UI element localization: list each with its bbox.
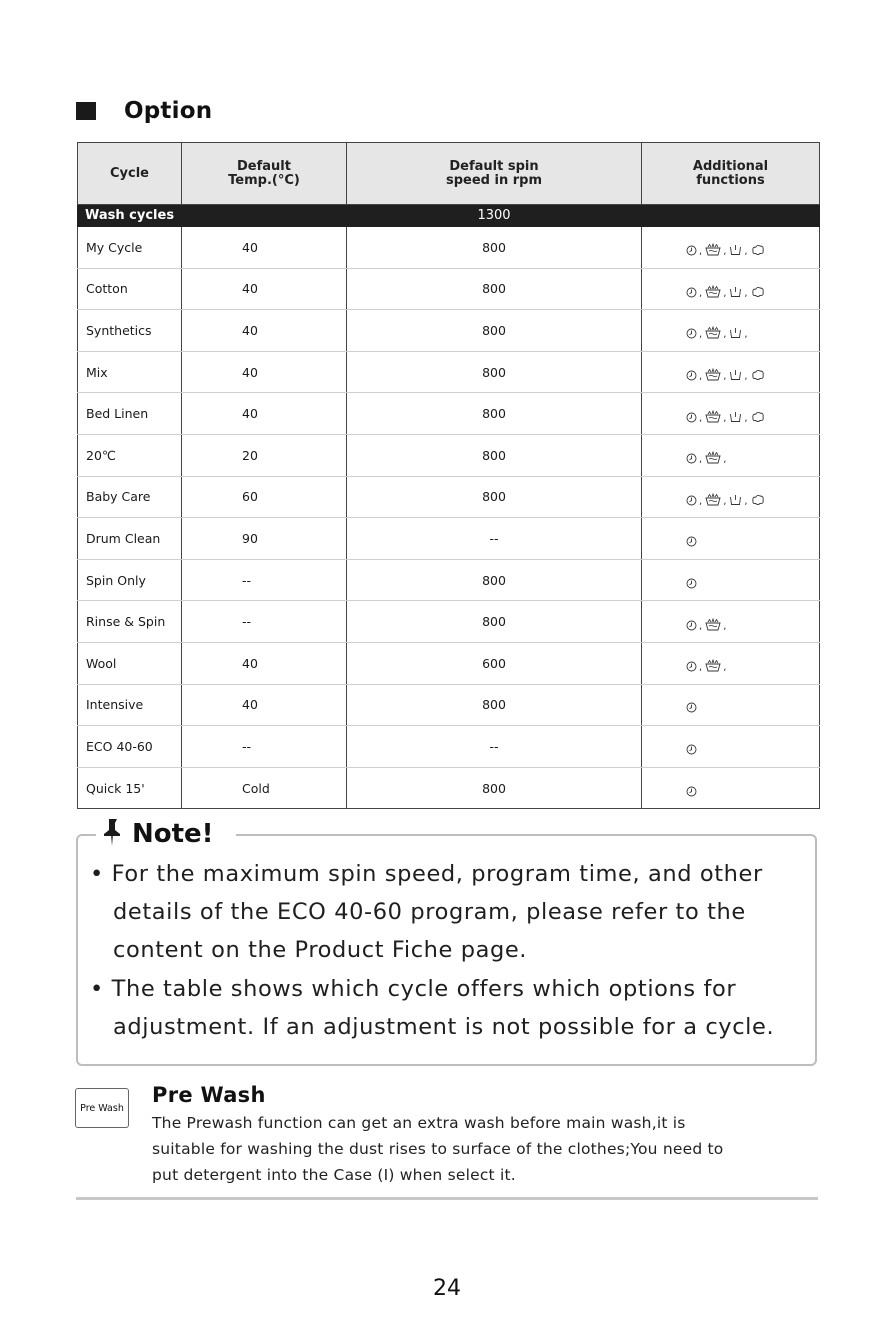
default-spin: 800 bbox=[347, 310, 642, 352]
separator: , bbox=[699, 454, 703, 466]
pre-wash-title: Pre Wash bbox=[152, 1083, 266, 1107]
additional-functions bbox=[642, 476, 820, 518]
cycle-name: My Cycle bbox=[78, 227, 182, 269]
timer-icon bbox=[686, 620, 697, 631]
stain-icon bbox=[705, 493, 721, 506]
separator: , bbox=[699, 371, 703, 383]
rinse-icon bbox=[729, 494, 742, 506]
separator: , bbox=[744, 329, 748, 341]
note-line-4: • The table shows which cycle offers which options for bbox=[90, 976, 737, 1002]
separator: , bbox=[723, 371, 727, 383]
default-temp: 40 bbox=[182, 227, 347, 269]
additional-functions bbox=[642, 726, 820, 768]
pushpin-icon bbox=[100, 817, 124, 851]
cycle-name: Mix bbox=[78, 351, 182, 393]
separator: , bbox=[744, 495, 748, 507]
spin-icon bbox=[751, 411, 765, 423]
cycle-name: Spin Only bbox=[78, 559, 182, 601]
note-line-1: • For the maximum spin speed, program time, and other bbox=[90, 861, 763, 887]
default-spin: 800 bbox=[347, 393, 642, 435]
cycle-name: ECO 40-60 bbox=[78, 726, 182, 768]
table-row bbox=[78, 310, 820, 352]
spin-icon bbox=[751, 369, 765, 381]
default-temp: 20 bbox=[182, 434, 347, 476]
separator: , bbox=[723, 495, 727, 507]
header-spin: Default spin speed in rpm bbox=[347, 143, 642, 205]
default-temp: 40 bbox=[182, 351, 347, 393]
note-line-3: content on the Product Fiche page. bbox=[113, 937, 528, 963]
additional-functions bbox=[642, 351, 820, 393]
default-temp: 40 bbox=[182, 684, 347, 726]
additional-functions bbox=[642, 518, 820, 560]
separator: , bbox=[699, 287, 703, 299]
table-row bbox=[78, 434, 820, 476]
group-label: Wash cycles bbox=[78, 205, 182, 227]
cycle-name: Quick 15' bbox=[78, 767, 182, 809]
stain-icon bbox=[705, 285, 721, 298]
stain-icon bbox=[705, 451, 721, 464]
timer-icon bbox=[686, 495, 697, 506]
spin-icon bbox=[751, 494, 765, 506]
pre-wash-text-1: The Prewash function can get an extra wash before main wash,it is bbox=[152, 1114, 686, 1132]
cycle-name: Cotton bbox=[78, 268, 182, 310]
separator: , bbox=[744, 287, 748, 299]
table-row bbox=[78, 601, 820, 643]
cycle-name: Wool bbox=[78, 642, 182, 684]
default-spin: 600 bbox=[347, 642, 642, 684]
additional-functions bbox=[642, 310, 820, 352]
table-row bbox=[78, 726, 820, 768]
table-header-row bbox=[78, 143, 820, 205]
cycle-name: Bed Linen bbox=[78, 393, 182, 435]
stain-icon bbox=[705, 410, 721, 423]
table-row bbox=[78, 351, 820, 393]
cycle-name: Rinse & Spin bbox=[78, 601, 182, 643]
default-spin: 800 bbox=[347, 227, 642, 269]
separator: , bbox=[699, 495, 703, 507]
cycle-name: Drum Clean bbox=[78, 518, 182, 560]
separator: , bbox=[723, 246, 727, 258]
additional-functions bbox=[642, 767, 820, 809]
separator: , bbox=[699, 412, 703, 424]
stain-icon bbox=[705, 618, 721, 631]
header-functions: Additional functions bbox=[642, 143, 820, 205]
spin-icon bbox=[751, 286, 765, 298]
default-temp: 60 bbox=[182, 476, 347, 518]
default-temp: 40 bbox=[182, 642, 347, 684]
default-spin: 800 bbox=[347, 268, 642, 310]
table-row bbox=[78, 559, 820, 601]
timer-icon bbox=[686, 702, 697, 713]
separator: , bbox=[744, 412, 748, 424]
separator: , bbox=[699, 620, 703, 632]
additional-functions bbox=[642, 268, 820, 310]
timer-icon bbox=[686, 744, 697, 755]
timer-icon bbox=[686, 287, 697, 298]
default-temp: -- bbox=[182, 559, 347, 601]
additional-functions bbox=[642, 434, 820, 476]
table-row bbox=[78, 476, 820, 518]
table-row bbox=[78, 518, 820, 560]
timer-icon bbox=[686, 661, 697, 672]
section-title: Option bbox=[124, 98, 213, 124]
group-spin: 1300 bbox=[347, 205, 642, 227]
additional-functions bbox=[642, 684, 820, 726]
separator: , bbox=[723, 454, 727, 466]
default-temp: 40 bbox=[182, 268, 347, 310]
default-spin: 800 bbox=[347, 767, 642, 809]
options-table bbox=[77, 142, 820, 809]
additional-functions bbox=[642, 601, 820, 643]
header-temp: Default Temp.(°C) bbox=[182, 143, 347, 205]
timer-icon bbox=[686, 536, 697, 547]
default-spin: 800 bbox=[347, 351, 642, 393]
separator: , bbox=[699, 662, 703, 674]
timer-icon bbox=[686, 328, 697, 339]
stain-icon bbox=[705, 326, 721, 339]
default-temp: 90 bbox=[182, 518, 347, 560]
default-temp: 40 bbox=[182, 393, 347, 435]
default-temp: 40 bbox=[182, 310, 347, 352]
pre-wash-button[interactable]: Pre Wash bbox=[75, 1088, 129, 1128]
default-spin: 800 bbox=[347, 559, 642, 601]
separator: , bbox=[723, 662, 727, 674]
default-spin: 800 bbox=[347, 684, 642, 726]
cycle-name: Intensive bbox=[78, 684, 182, 726]
default-temp: -- bbox=[182, 601, 347, 643]
rinse-icon bbox=[729, 369, 742, 381]
default-spin: 800 bbox=[347, 434, 642, 476]
group-row-wash-cycles bbox=[78, 205, 820, 227]
timer-icon bbox=[686, 578, 697, 589]
separator: , bbox=[723, 329, 727, 341]
stain-icon bbox=[705, 243, 721, 256]
default-spin: -- bbox=[347, 726, 642, 768]
cycle-name: 20℃ bbox=[78, 434, 182, 476]
note-line-2: details of the ECO 40-60 program, please refer to the bbox=[113, 899, 746, 925]
additional-functions bbox=[642, 642, 820, 684]
separator: , bbox=[723, 620, 727, 632]
default-temp: Cold bbox=[182, 767, 347, 809]
separator: , bbox=[699, 246, 703, 258]
heading-square-icon bbox=[76, 102, 96, 120]
header-cycle: Cycle bbox=[78, 143, 182, 205]
timer-icon bbox=[686, 245, 697, 256]
additional-functions bbox=[642, 227, 820, 269]
table-row bbox=[78, 393, 820, 435]
note-line-5: adjustment. If an adjustment is not possible for a cycle. bbox=[113, 1014, 775, 1040]
default-spin: 800 bbox=[347, 476, 642, 518]
page-number: 24 bbox=[433, 1276, 461, 1301]
timer-icon bbox=[686, 412, 697, 423]
rinse-icon bbox=[729, 327, 742, 339]
spin-icon bbox=[751, 244, 765, 256]
separator: , bbox=[699, 329, 703, 341]
additional-functions bbox=[642, 559, 820, 601]
default-spin: -- bbox=[347, 518, 642, 560]
section-heading bbox=[76, 96, 212, 126]
timer-icon bbox=[686, 786, 697, 797]
rinse-icon bbox=[729, 286, 742, 298]
additional-functions bbox=[642, 393, 820, 435]
rinse-icon bbox=[729, 411, 742, 423]
timer-icon bbox=[686, 453, 697, 464]
pre-wash-text-2: suitable for washing the dust rises to surface of the clothes;You need to bbox=[152, 1140, 724, 1158]
stain-icon bbox=[705, 368, 721, 381]
note-header bbox=[96, 815, 236, 853]
cycle-name: Synthetics bbox=[78, 310, 182, 352]
separator: , bbox=[744, 246, 748, 258]
table-row bbox=[78, 268, 820, 310]
cycle-name: Baby Care bbox=[78, 476, 182, 518]
separator: , bbox=[723, 287, 727, 299]
separator: , bbox=[744, 371, 748, 383]
table-row bbox=[78, 227, 820, 269]
rinse-icon bbox=[729, 244, 742, 256]
note-title: Note! bbox=[132, 819, 214, 849]
table-row bbox=[78, 684, 820, 726]
separator: , bbox=[723, 412, 727, 424]
pre-wash-text-3: put detergent into the Case (I) when select it. bbox=[152, 1166, 516, 1184]
stain-icon bbox=[705, 659, 721, 672]
timer-icon bbox=[686, 370, 697, 381]
default-spin: 800 bbox=[347, 601, 642, 643]
table-row bbox=[78, 767, 820, 809]
default-temp: -- bbox=[182, 726, 347, 768]
divider bbox=[76, 1197, 818, 1200]
table-row bbox=[78, 642, 820, 684]
